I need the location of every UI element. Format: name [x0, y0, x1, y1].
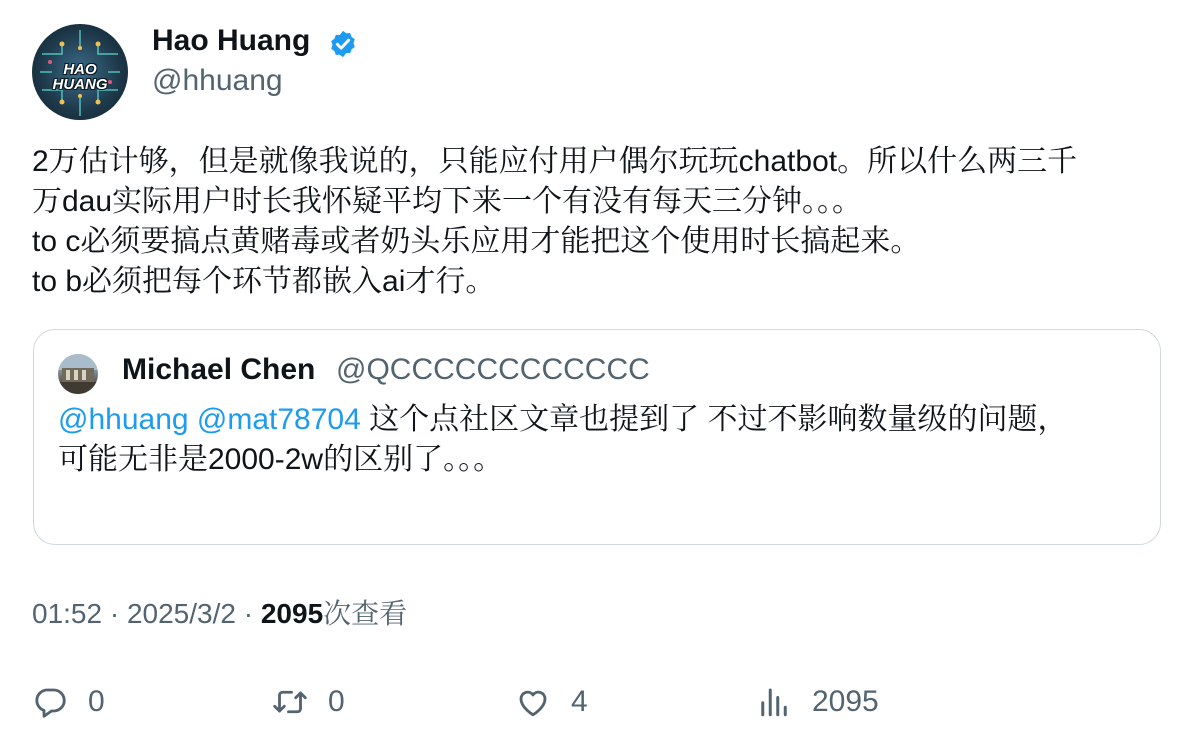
author-handle[interactable]: @hhuang [152, 64, 283, 97]
quote-author-avatar[interactable] [58, 354, 98, 394]
quote-avatar-photo [58, 354, 98, 394]
quote-author-name[interactable]: Michael Chen [122, 353, 316, 386]
mention-link[interactable]: @hhuang [58, 403, 189, 436]
views-icon [756, 684, 792, 720]
author-avatar[interactable] [32, 24, 128, 120]
quoted-tweet[interactable] [33, 329, 1161, 545]
tweet-line: to c必须要搞点黄赌毒或者奶头乐应用才能把这个使用时长搞起来。 [32, 225, 921, 258]
quote-text-line: 这个点社区文章也提到了 不过不影响数量级的问题， [360, 403, 1068, 436]
quote-text-line: 可能无非是2000-2w的区别了。。。 [58, 443, 504, 476]
tweet-line: to b必须把每个环节都嵌入ai才行。 [32, 265, 496, 298]
views-count: 2095 [260, 598, 324, 629]
tweet-line: 2万估计够，但是就像我说的，只能应付用户偶尔玩玩chatbot。所以什么两三千 [32, 145, 1078, 178]
retweet-count: 0 [328, 685, 345, 718]
like-count: 4 [571, 685, 588, 718]
tweet-time[interactable]: 01:52 [32, 598, 103, 629]
tweet-text [32, 142, 1172, 302]
tweet-line: 万dau实际用户时长我怀疑平均下来一个有没有每天三分钟。。。 [32, 185, 863, 218]
views-label: 次查看 [323, 598, 408, 629]
mention-link[interactable]: @mat78704 [196, 403, 361, 436]
tweet-date[interactable]: 2025/3/2 [126, 598, 236, 629]
like-icon [515, 684, 551, 720]
avatar-logo-text: HAO HUANG [52, 61, 108, 93]
views-button[interactable] [756, 680, 879, 724]
reply-count: 0 [88, 685, 105, 718]
retweet-icon [272, 684, 308, 720]
reply-icon [32, 684, 68, 720]
verified-badge-icon [328, 29, 358, 59]
tweet-meta: 01:52 · 2025/3/2 · 2095次查看 [32, 598, 408, 629]
quote-text [58, 400, 1148, 480]
quote-author-handle[interactable]: @QCCCCCCCCCCCC [336, 353, 650, 386]
retweet-button[interactable] [272, 680, 345, 724]
author-name[interactable]: Hao Huang [152, 24, 311, 57]
reply-button[interactable] [32, 680, 105, 724]
like-button[interactable] [515, 680, 588, 724]
views-action-count: 2095 [812, 685, 879, 718]
